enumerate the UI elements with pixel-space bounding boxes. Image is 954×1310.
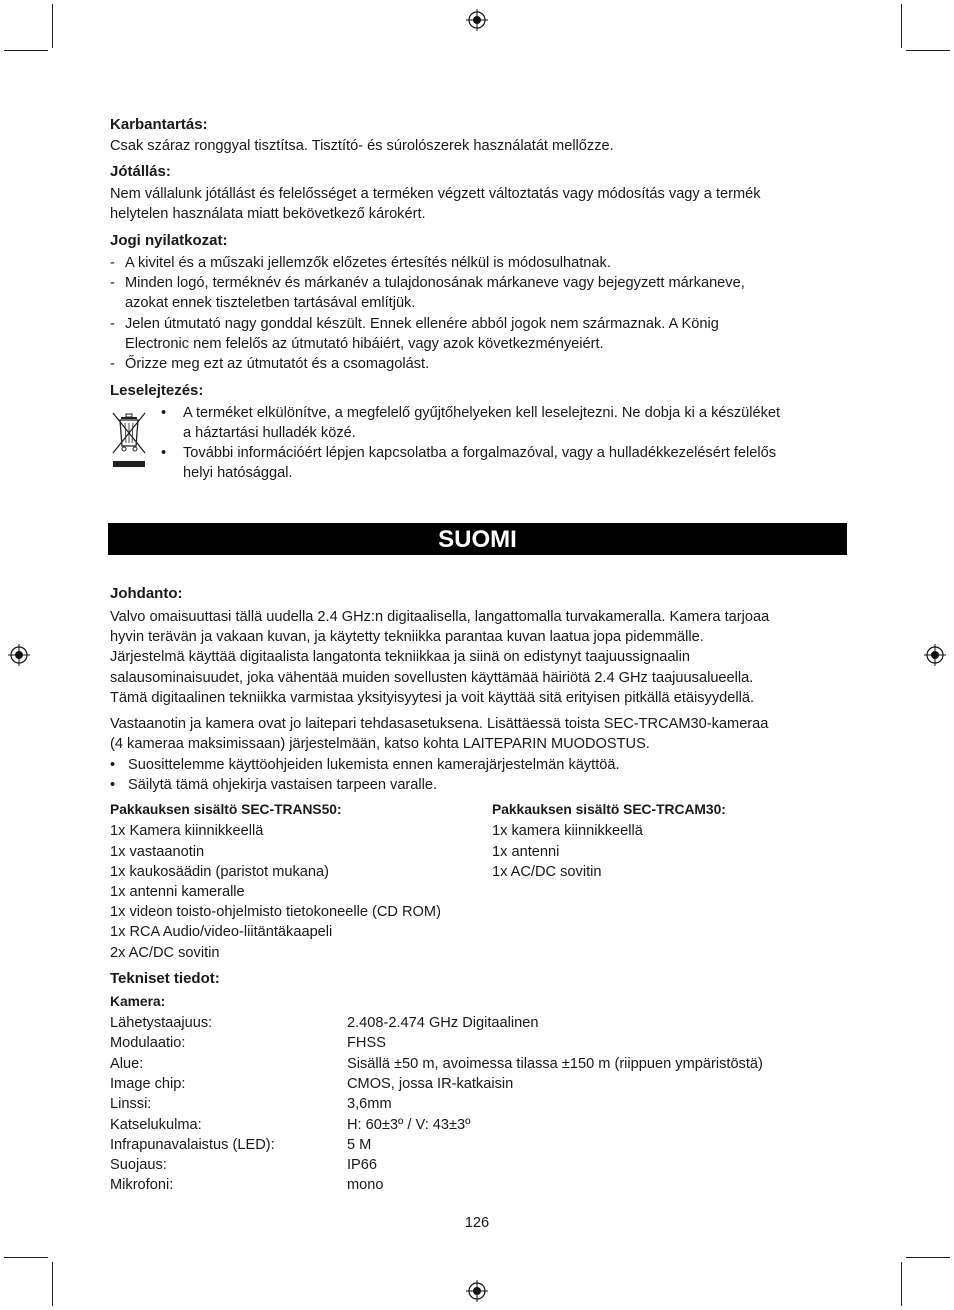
text-line: Nem vállalunk jótállást és felelősséget a terméken végzett változtatás vagy módosítás vagy a termék xyxy=(110,186,761,202)
crop-mark xyxy=(901,4,902,48)
list-item: 1x Kamera kiinnikkeellä xyxy=(110,823,264,839)
intro-heading: Johdanto: xyxy=(110,585,183,602)
crossed-out-wheelie-bin-icon xyxy=(110,410,148,470)
list-item: 1x RCA Audio/video-liitäntäkaapeli xyxy=(110,924,333,940)
crop-mark xyxy=(901,1262,902,1306)
disposal-item: • További információért lépjen kapcsolatba a forgalmazóval, vagy a hulladékkezelésért felelős helyi hatósággal. xyxy=(161,445,776,482)
list-item: 2x AC/DC sovitin xyxy=(110,945,220,961)
crop-mark xyxy=(4,50,48,51)
list-item: 1x antenni xyxy=(492,844,560,860)
intro-bullet: • Suosittelemme käyttöohjeiden lukemista ennen kamerajärjestelmän käyttöä. xyxy=(110,757,620,773)
list-item: 1x kamera kiinnikkeellä xyxy=(492,823,643,839)
registration-mark-icon xyxy=(924,644,946,666)
legal-item: - Jelen útmutató nagy gonddal készült. Ennek ellenére abból jogok nem származnak. A König Electronic nem felelős az útmutató hibáiért, vagy azok következményeiért. xyxy=(110,316,719,353)
intro-paragraph: Valvo omaisuuttasi tällä uudella 2.4 GHz:n digitaalisella, langattomalla turvakameralla. Kamera tarjoaa hyvin terävän ja vakaan kuvan, ja käytetty tekniikka parantaa kuvan laatua jopa pidemmälle. Järjestelmä käyttää digitaalista langatonta tekniikkaa ja siinä on edistynyt taajuussignaalin salausominaisuudet, joka vähentää muiden sovellusten käyttämää häiriötä 2.4 GHz taajuusalueella. Tämä digitaalinen tekniikka varmistaa yksityisyytesi ja voit käyttää sitä erityisen pitkällä etäisyydellä. xyxy=(110,609,770,706)
language-banner: SUOMI xyxy=(108,523,847,555)
spec-row: Katselukulma: H: 60±3º / V: 43±3º xyxy=(110,1117,471,1133)
package-right-title: Pakkauksen sisältö SEC-TRCAM30: xyxy=(492,802,726,817)
legal-heading: Jogi nyilatkozat: xyxy=(110,232,228,249)
registration-mark-icon xyxy=(466,1280,488,1302)
list-item: 1x videon toisto-ohjelmisto tietokoneelle (CD ROM) xyxy=(110,904,441,920)
crop-mark xyxy=(906,1257,950,1258)
spec-row: Suojaus: IP66 xyxy=(110,1157,378,1173)
spec-row: Infrapunavalaistus (LED): 5 M xyxy=(110,1137,372,1153)
list-item: 1x antenni kameralle xyxy=(110,884,245,900)
specs-subtitle: Kamera: xyxy=(110,994,166,1009)
intro-paragraph: Vastaanotin ja kamera ovat jo laitepari tehdasasetuksena. Lisättäessä toista SEC-TRCAM30-kameraa (4 kameraa maksimissaan) järjestelmään, katso kohta LAITEPARIN MUODOSTUS. xyxy=(110,716,769,753)
text-line: helytelen használata miatt bekövetkező károkért. xyxy=(110,206,426,223)
maintenance-heading: Karbantartás: xyxy=(110,116,208,133)
registration-mark-icon xyxy=(8,644,30,666)
warranty-heading: Jótállás: xyxy=(110,163,171,180)
crop-mark xyxy=(4,1257,48,1258)
spec-row: Alue: Sisällä ±50 m, avoimessa tilassa ±150 m (riippuen ympäristöstä) xyxy=(110,1056,763,1072)
list-item: 1x AC/DC sovitin xyxy=(492,864,602,880)
specs-heading: Tekniset tiedot: xyxy=(110,970,220,987)
list-item: 1x vastaanotin xyxy=(110,844,205,860)
spec-row: Modulaatio: FHSS xyxy=(110,1035,386,1051)
registration-mark-icon xyxy=(466,9,488,31)
intro-bullet: • Säilytä tämä ohjekirja vastaisen tarpeen varalle. xyxy=(110,777,438,793)
crop-mark xyxy=(52,1262,53,1306)
page-number: 126 xyxy=(464,1215,490,1231)
spec-row: Mikrofoni: mono xyxy=(110,1177,384,1193)
crop-mark xyxy=(906,50,950,51)
legal-item: - Őrizze meg ezt az útmutatót és a csomagolást. xyxy=(110,356,430,372)
crop-mark xyxy=(52,4,53,48)
list-item: 1x kaukosäädin (paristot mukana) xyxy=(110,864,330,880)
disposal-item: • A terméket elkülönítve, a megfelelő gyűjtőhelyeken kell leselejtezni. Ne dobja ki a készüléket a háztartási hulladék közé. xyxy=(161,405,781,442)
spec-row: Image chip: CMOS, jossa IR-katkaisin xyxy=(110,1076,514,1092)
maintenance-text: Csak száraz ronggyal tisztítsa. Tisztító- és súrolószerek használatát mellőzze. xyxy=(110,138,614,154)
warranty-text xyxy=(110,184,850,224)
spec-row: Lähetystaajuus: 2.408-2.474 GHz Digitaalinen xyxy=(110,1015,539,1031)
spec-row: Linssi: 3,6mm xyxy=(110,1096,392,1112)
legal-item: - Minden logó, terméknév és márkanév a tulajdonosának márkaneve vagy bejegyzett márkaneve, azokat ennek tiszteletben tartásával említjük. xyxy=(110,275,745,312)
disposal-heading: Leselejtezés: xyxy=(110,382,204,399)
legal-item: - A kivitel és a műszaki jellemzők előzetes értesítés nélkül is módosulhatnak. xyxy=(110,255,611,271)
package-left-title: Pakkauksen sisältö SEC-TRANS50: xyxy=(110,802,342,817)
